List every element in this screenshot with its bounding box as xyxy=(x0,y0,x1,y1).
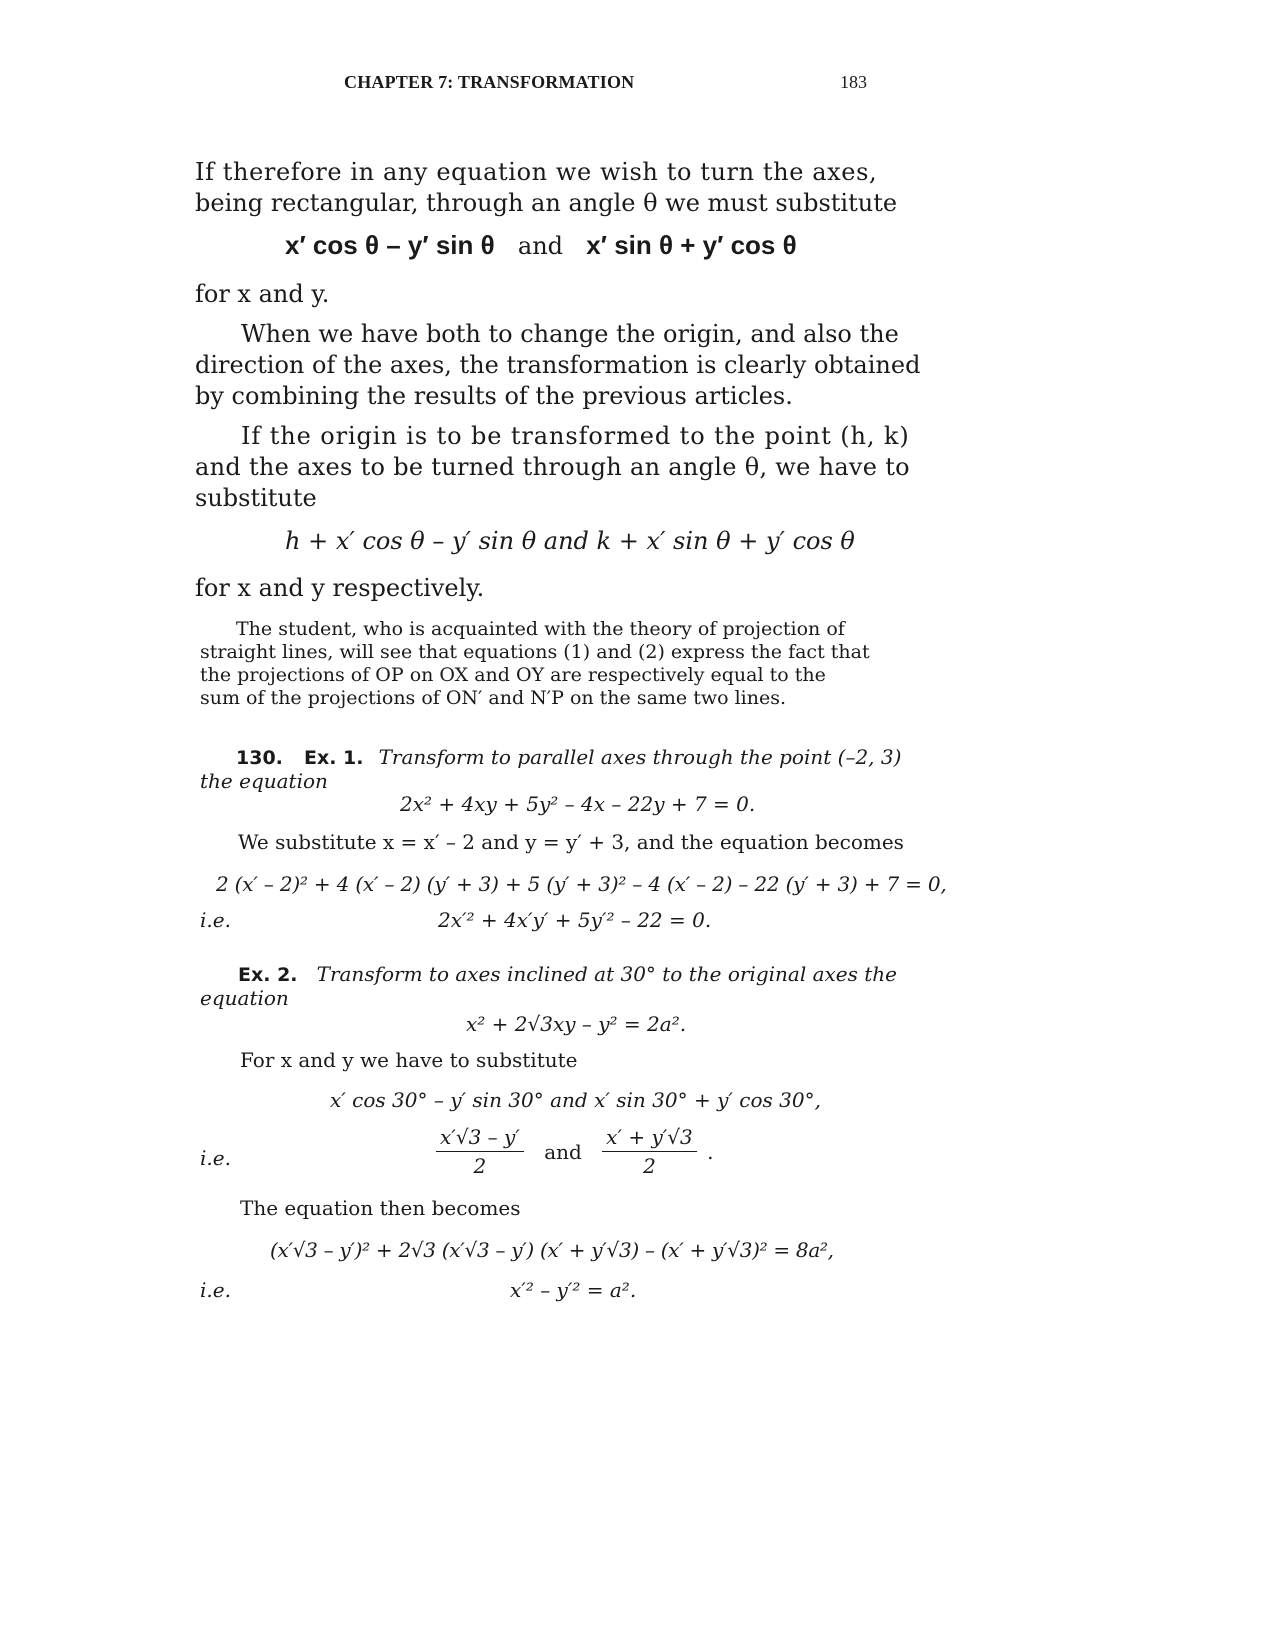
fraction-period: . xyxy=(707,1139,714,1164)
example-2-then-text: The equation then becomes xyxy=(240,1196,521,1220)
paragraph-turn-axes xyxy=(195,157,897,219)
chapter-title: CHAPTER 7: TRANSFORMATION xyxy=(344,72,635,92)
fraction-denominator: 2 xyxy=(643,1154,656,1178)
general-substitution-equation: h + x′ cos θ – y′ sin θ and k + x′ sin θ + y′ cos θ xyxy=(285,527,855,555)
fraction-1 xyxy=(436,1125,524,1178)
article-number: 130. xyxy=(236,747,283,769)
paragraph-line: by combining the results of the previous articles. xyxy=(195,382,793,410)
paragraph-line: If the origin is to be transformed to the point (h, k) xyxy=(241,422,910,450)
example-statement: Transform to axes inclined at 30° to the original axes the xyxy=(316,962,897,986)
paragraph-line: If therefore in any equation we wish to turn the axes, xyxy=(195,158,878,186)
paragraph-line: substitute xyxy=(195,484,317,512)
paragraph-line: direction of the axes, the transformation is clearly obtained xyxy=(195,351,921,379)
example-2-equation: x² + 2√3xy – y² = 2a². xyxy=(466,1012,687,1036)
paragraph-line: and the axes to be turned through an angle θ, we have to xyxy=(195,453,910,481)
example-1-heading xyxy=(236,745,901,769)
example-2-expanded-equation: (x′√3 – y′)² + 2√3 (x′√3 – y′) (x′ + y′√3) – (x′ + y′√3)² = 8a², xyxy=(270,1238,834,1262)
for-x-and-y: for x and y. xyxy=(195,280,330,308)
example-statement-continued: equation xyxy=(200,986,289,1010)
note-line: sum of the projections of ON′ and N′P on the same two lines. xyxy=(200,687,786,709)
page-number: 183 xyxy=(840,72,867,92)
equation-and: and xyxy=(517,232,564,260)
ie-label: i.e. xyxy=(200,1146,231,1170)
note-line: The student, who is acquainted with the theory of projection of xyxy=(236,618,845,640)
rotation-substitution-equation xyxy=(285,230,797,261)
paragraph-origin-transform xyxy=(195,421,910,514)
example-1-expanded-equation: 2 (x′ – 2)² + 4 (x′ – 2) (y′ + 3) + 5 (y′ + 3)² – 4 (x′ – 2) – 22 (y′ + 3) + 7 = 0, xyxy=(216,872,947,896)
example-label: Ex. 1. xyxy=(303,747,364,769)
for-x-and-y-respectively: for x and y respectively. xyxy=(195,574,485,602)
paragraph-line: being rectangular, through an angle θ we must substitute xyxy=(195,189,898,217)
example-label: Ex. 2. xyxy=(238,964,298,986)
example-1-substitution-text: We substitute x = x′ – 2 and y = y′ + 3, and the equation becomes xyxy=(238,830,904,854)
example-2-substitutions: x′ cos 30° – y′ sin 30° and x′ sin 30° + y′ cos 30°, xyxy=(330,1088,821,1112)
example-1-result: 2x′² + 4x′y′ + 5y′² – 22 = 0. xyxy=(438,908,712,932)
paragraph-change-origin xyxy=(195,319,920,412)
note-line: straight lines, will see that equations (1) and (2) express the fact that xyxy=(200,641,870,663)
example-2-fractions xyxy=(436,1125,714,1178)
ie-label: i.e. xyxy=(200,908,231,932)
example-2-result: x′² – y′² = a². xyxy=(510,1278,637,1302)
example-statement-continued: the equation xyxy=(200,769,328,793)
fraction-2 xyxy=(602,1125,697,1178)
ie-label: i.e. xyxy=(200,1278,231,1302)
example-statement: Transform to parallel axes through the point (–2, 3) xyxy=(378,745,902,769)
equation-right: x′ sin θ + y′ cos θ xyxy=(586,230,797,260)
fraction-and: and xyxy=(544,1139,582,1164)
equation-left: x′ cos θ – y′ sin θ xyxy=(285,230,495,260)
example-2-heading xyxy=(238,962,897,986)
fraction-numerator: x′√3 – y′ xyxy=(436,1125,524,1152)
fraction-numerator: x′ + y′√3 xyxy=(602,1125,697,1152)
example-1-equation: 2x² + 4xy + 5y² – 4x – 22y + 7 = 0. xyxy=(400,792,756,816)
note-line: the projections of OP on OX and OY are respectively equal to the xyxy=(200,664,826,686)
fraction-denominator: 2 xyxy=(473,1154,487,1178)
projection-note xyxy=(200,618,870,710)
example-2-substitution-text: For x and y we have to substitute xyxy=(240,1048,578,1072)
paragraph-line: When we have both to change the origin, and also the xyxy=(241,320,899,348)
